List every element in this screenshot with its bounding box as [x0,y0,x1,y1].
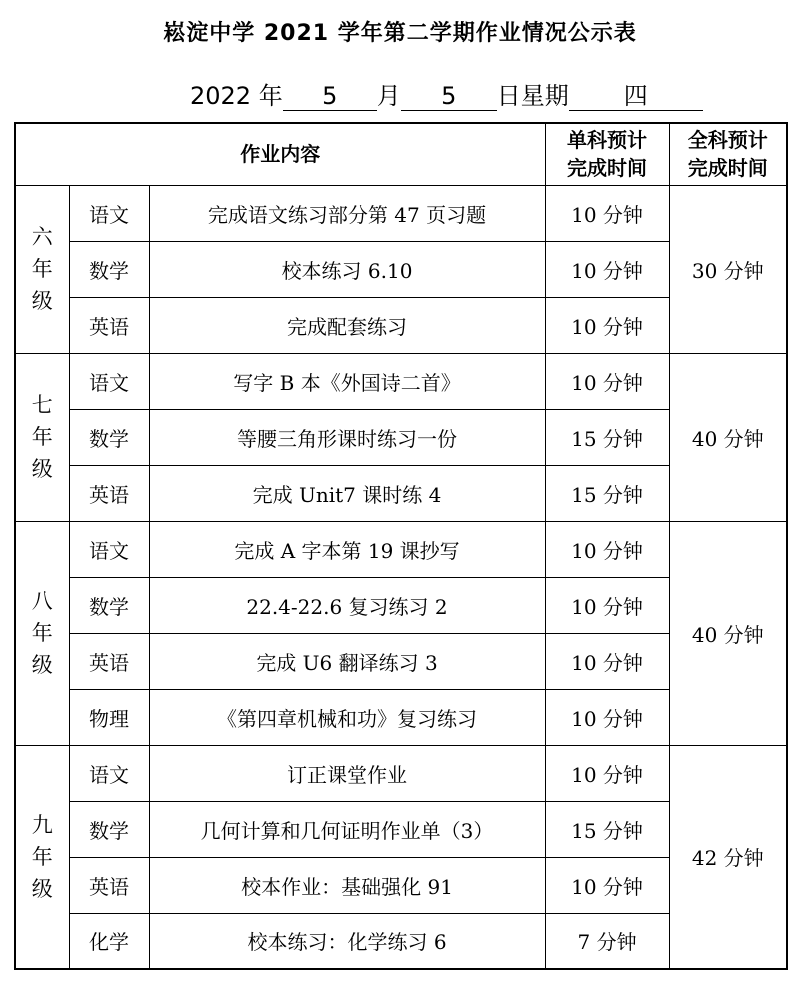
subject-cell: 英语 [69,465,149,521]
grade-cell [15,353,69,521]
subject-cell: 数学 [69,409,149,465]
grade-char: 年 [31,621,53,645]
header-total-time [669,123,787,185]
content-cell: 等腰三角形课时练习一份 [149,409,545,465]
grade-cell [15,185,69,353]
table-row [15,185,787,241]
grade-cell [15,745,69,969]
time-cell: 10 分钟 [545,185,669,241]
content-cell: 完成 Unit7 课时练 4 [149,465,545,521]
content-cell: 完成配套练习 [149,297,545,353]
content-cell: 订正课堂作业 [149,745,545,801]
subject-cell: 英语 [69,633,149,689]
subject-cell: 语文 [69,353,149,409]
date-year: 2022 年 [190,82,283,110]
subject-cell: 数学 [69,801,149,857]
date-weekday: 四 [569,82,703,111]
page-title: 崧淀中学 2021 学年第二学期作业情况公示表 [163,21,637,46]
grade-char: 八 [31,589,53,613]
subject-cell: 语文 [69,745,149,801]
header-total-line1: 全科预计 [687,128,768,153]
time-cell: 10 分钟 [545,241,669,297]
total-time-cell: 40 分钟 [669,521,787,745]
content-cell: 校本作业：基础强化 91 [149,857,545,913]
table-row [15,745,787,801]
subject-cell: 数学 [69,241,149,297]
subject-cell: 数学 [69,577,149,633]
grade-char: 级 [31,876,53,901]
time-cell: 10 分钟 [545,745,669,801]
time-cell: 10 分钟 [545,521,669,577]
time-cell: 10 分钟 [545,633,669,689]
table-row [15,521,787,577]
content-cell: 几何计算和几何证明作业单（3） [149,801,545,857]
time-cell: 10 分钟 [545,577,669,633]
time-cell: 10 分钟 [545,353,669,409]
date-month: 5 [283,82,377,111]
grade-char: 七 [31,393,53,417]
time-cell: 7 分钟 [545,913,669,969]
grade-char: 级 [31,289,53,313]
header-content: 作业内容 [15,123,545,185]
table-row [15,353,787,409]
grade-char: 年 [31,844,53,869]
date-day-unit: 日星期 [496,82,569,110]
subject-cell: 语文 [69,521,149,577]
grade-char: 年 [31,425,53,449]
content-cell: 完成 A 字本第 19 课抄写 [149,521,545,577]
subject-cell: 英语 [69,857,149,913]
content-cell: 校本练习：化学练习 6 [149,913,545,969]
grade-char: 年 [31,257,53,281]
content-cell: 完成 U6 翻译练习 3 [149,633,545,689]
subject-cell: 英语 [69,297,149,353]
header-single-time [545,123,669,185]
content-cell: 《第四章机械和功》复习练习 [149,689,545,745]
grade-char: 六 [31,225,53,249]
homework-table [14,122,788,970]
time-cell: 15 分钟 [545,801,669,857]
date-day: 5 [401,82,497,111]
date-line [190,76,703,108]
time-cell: 10 分钟 [545,297,669,353]
header-single-line1: 单科预计 [567,128,648,153]
table-body [15,185,787,969]
content-cell: 完成语文练习部分第 47 页习题 [149,185,545,241]
content-cell: 写字 B 本《外国诗二首》 [149,353,545,409]
total-time-cell: 30 分钟 [669,185,787,353]
total-time-cell: 40 分钟 [669,353,787,521]
grade-char: 级 [31,457,53,481]
header-total-line2: 完成时间 [687,156,768,181]
grade-char: 九 [31,812,53,837]
content-cell: 22.4-22.6 复习练习 2 [149,577,545,633]
content-cell: 校本练习 6.10 [149,241,545,297]
time-cell: 15 分钟 [545,465,669,521]
subject-cell: 物理 [69,689,149,745]
header-single-line2: 完成时间 [567,156,648,181]
time-cell: 10 分钟 [545,857,669,913]
time-cell: 10 分钟 [545,689,669,745]
time-cell: 15 分钟 [545,409,669,465]
total-time-cell: 42 分钟 [669,745,787,969]
grade-char: 级 [31,653,53,677]
subject-cell: 化学 [69,913,149,969]
grade-cell [15,521,69,745]
subject-cell: 语文 [69,185,149,241]
date-month-unit: 月 [376,82,401,110]
